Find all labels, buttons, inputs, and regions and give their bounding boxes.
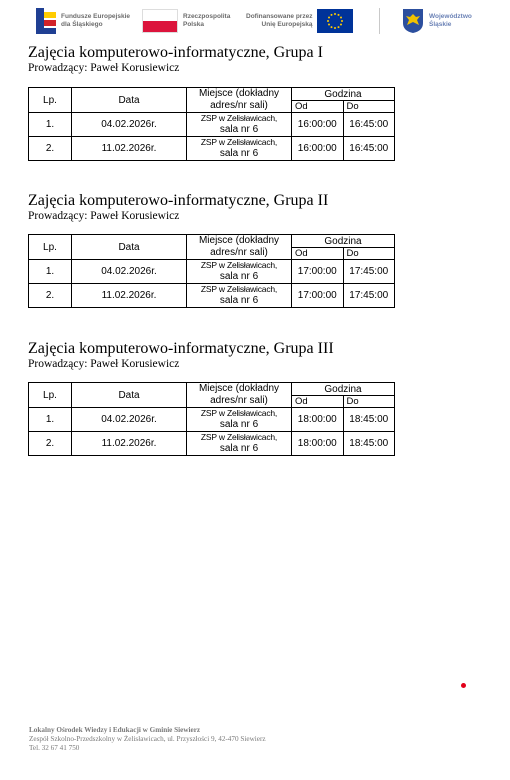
fundusze-europejskie-icon — [36, 8, 56, 34]
wojewodztwo-slaskie-label: Województwo Śląskie — [429, 13, 472, 28]
section-title: Zajęcia komputerowo-informatyczne, Grupa II — [28, 192, 329, 209]
table-row — [29, 284, 395, 308]
cell-place — [187, 284, 292, 308]
cell-lp: 2. — [29, 137, 72, 161]
section-title: Zajęcia komputerowo-informatyczne, Grupa I — [28, 44, 323, 61]
red-dot-marker — [461, 683, 466, 688]
header-from: Od — [292, 248, 344, 260]
cell-to: 18:45:00 — [343, 432, 395, 456]
header-lp: Lp. — [29, 88, 72, 113]
cell-date: 11.02.2026r. — [72, 432, 187, 456]
cell-to: 16:45:00 — [343, 137, 395, 161]
group-1-section — [28, 44, 398, 159]
place-room: sala nr 6 — [219, 148, 259, 159]
header-place: Miejsce (dokładny adres/nr sali) — [187, 383, 292, 408]
section-instructor: Prowadzący: Paweł Korusiewicz — [28, 62, 180, 74]
header-from: Od — [292, 396, 344, 408]
table-row — [29, 260, 395, 284]
cell-lp: 2. — [29, 284, 72, 308]
header-hours: Godzina — [292, 235, 395, 248]
footer-organization: Lokalny Ośrodek Wiedzy i Edukacji w Gminie Siewierz — [29, 726, 201, 734]
cell-place — [187, 137, 292, 161]
cell-date: 04.02.2026r. — [72, 113, 187, 137]
header-lp: Lp. — [29, 235, 72, 260]
cell-lp: 1. — [29, 408, 72, 432]
section-title: Zajęcia komputerowo-informatyczne, Grupa III — [28, 340, 334, 357]
section-instructor: Prowadzący: Paweł Korusiewicz — [28, 358, 180, 370]
footer — [29, 726, 266, 753]
cell-to: 18:45:00 — [343, 408, 395, 432]
footer-phone: Tel. 32 67 41 750 — [29, 744, 80, 752]
header-hours: Godzina — [292, 383, 395, 396]
cell-from: 16:00:00 — [292, 113, 344, 137]
header-place: Miejsce (dokładny adres/nr sali) — [187, 235, 292, 260]
cell-lp: 2. — [29, 432, 72, 456]
place-room: sala nr 6 — [219, 443, 259, 454]
table-row — [29, 137, 395, 161]
cell-from: 18:00:00 — [292, 408, 344, 432]
header-to: Do — [343, 101, 395, 113]
unia-europejska-logo — [246, 4, 353, 38]
place-room: sala nr 6 — [219, 419, 259, 430]
header-from: Od — [292, 101, 344, 113]
cell-from: 16:00:00 — [292, 137, 344, 161]
eagle-crest-icon — [402, 8, 424, 34]
unia-europejska-label: Dofinansowane przez Unię Europejską — [246, 13, 313, 28]
schedule-table — [28, 87, 395, 161]
schedule-table — [28, 382, 395, 456]
place-room: sala nr 6 — [219, 124, 259, 135]
cell-to: 17:45:00 — [343, 284, 395, 308]
table-row — [29, 113, 395, 137]
wojewodztwo-slaskie-logo — [402, 4, 472, 38]
rzeczpospolita-polska-logo — [142, 4, 230, 38]
logo-divider — [379, 8, 380, 34]
cell-place — [187, 113, 292, 137]
header-date: Data — [72, 88, 187, 113]
cell-from: 18:00:00 — [292, 432, 344, 456]
polish-flag-icon — [142, 9, 178, 33]
table-row — [29, 408, 395, 432]
fundusze-europejskie-label: Fundusze Europejskie dla Śląskiego — [61, 13, 130, 28]
fundusze-europejskie-logo — [36, 4, 130, 38]
place-address: ZSP w Zelisławicach, — [200, 260, 278, 270]
eu-flag-icon — [317, 9, 353, 33]
header-to: Do — [343, 396, 395, 408]
cell-from: 17:00:00 — [292, 260, 344, 284]
cell-place — [187, 432, 292, 456]
cell-date: 04.02.2026r. — [72, 260, 187, 284]
cell-lp: 1. — [29, 113, 72, 137]
cell-place — [187, 260, 292, 284]
place-address: ZSP w Zelisławicach, — [200, 408, 278, 418]
cell-date: 11.02.2026r. — [72, 137, 187, 161]
section-instructor: Prowadzący: Paweł Korusiewicz — [28, 210, 180, 222]
group-3-section — [28, 340, 398, 454]
rzeczpospolita-polska-label: Rzeczpospolita Polska — [183, 13, 231, 28]
cell-from: 17:00:00 — [292, 284, 344, 308]
place-room: sala nr 6 — [219, 271, 259, 282]
header-lp: Lp. — [29, 383, 72, 408]
cell-to: 16:45:00 — [343, 113, 395, 137]
cell-lp: 1. — [29, 260, 72, 284]
table-row — [29, 432, 395, 456]
header-date: Data — [72, 235, 187, 260]
footer-address: Zespół Szkolno-Przedszkolny w Żelisławicach, ul. Przyszłości 9, 42-470 Siewierz — [29, 735, 266, 743]
schedule-table — [28, 234, 395, 308]
place-address: ZSP w Zelisławicach, — [200, 284, 278, 294]
cell-to: 17:45:00 — [343, 260, 395, 284]
cell-date: 11.02.2026r. — [72, 284, 187, 308]
header-hours: Godzina — [292, 88, 395, 101]
cell-place — [187, 408, 292, 432]
header-to: Do — [343, 248, 395, 260]
header-logo-strip — [36, 4, 476, 38]
place-room: sala nr 6 — [219, 295, 259, 306]
cell-date: 04.02.2026r. — [72, 408, 187, 432]
place-address: ZSP w Zelisławicach, — [200, 432, 278, 442]
group-2-section — [28, 192, 398, 306]
place-address: ZSP w Zelisławicach, — [200, 113, 278, 123]
place-address: ZSP w Zelisławicach, — [200, 137, 278, 147]
header-place: Miejsce (dokładny adres/nr sali) — [187, 88, 292, 113]
header-date: Data — [72, 383, 187, 408]
